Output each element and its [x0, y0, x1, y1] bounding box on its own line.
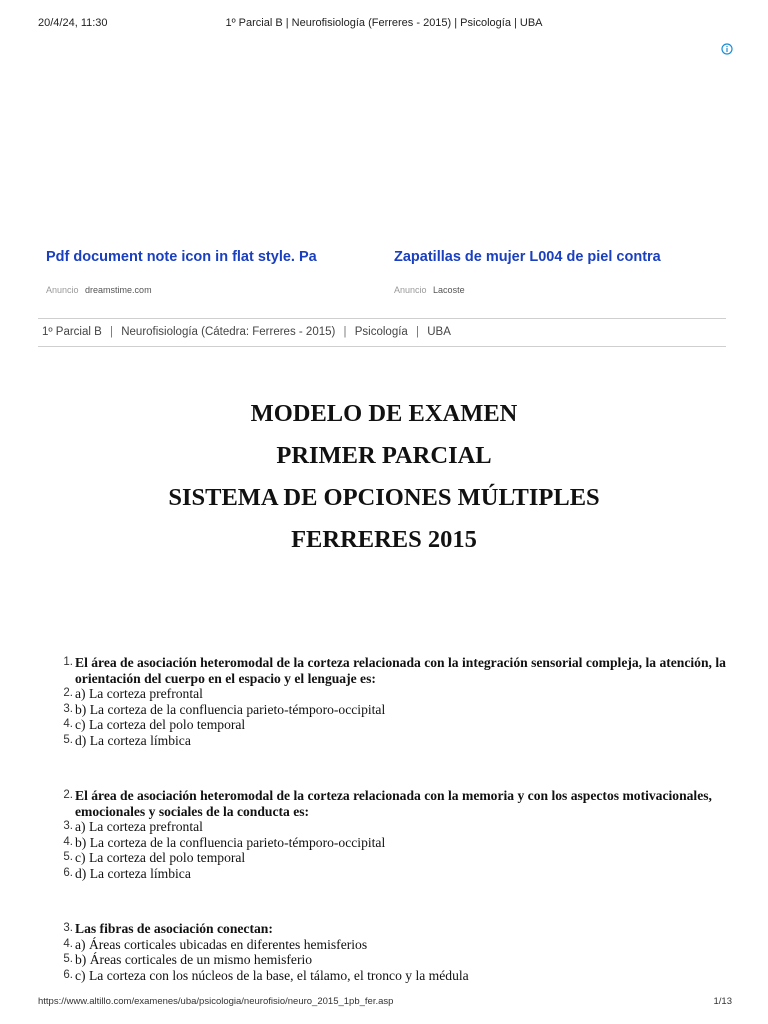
question-stem — [56, 655, 726, 686]
breadcrumb-separator: | — [416, 326, 420, 338]
list-number: 4. — [63, 718, 73, 731]
print-url: https://www.altillo.com/examenes/uba/psicologia/neurofisio/neuro_2015_1pb_fer.asp — [38, 996, 394, 1007]
answer-option — [56, 702, 726, 718]
question-stem-text: El área de asociación heteromodal de la corteza relacionada con la integración sensorial compleja, la atención, la orientación del cuerpo en el espacio y el lenguaje es: — [75, 655, 726, 686]
question-1 — [56, 655, 726, 749]
list-number: 6. — [63, 866, 73, 879]
answer-option-text: c) La corteza del polo temporal — [75, 850, 246, 866]
answer-option — [56, 850, 726, 866]
divider — [38, 346, 726, 347]
list-number: 2. — [63, 789, 73, 801]
list-number: 5. — [63, 733, 73, 746]
answer-option — [56, 952, 726, 968]
answer-option-text: b) Áreas corticales de un mismo hemisferio — [75, 952, 313, 968]
question-stem — [56, 921, 726, 937]
question-stem — [56, 788, 726, 819]
answer-option — [56, 937, 726, 953]
list-number: 5. — [63, 953, 73, 966]
question-stem-text: El área de asociación heteromodal de la corteza relacionada con la memoria y con los aspectos motivacionales, emocionales y sociales de la conducta es: — [75, 788, 712, 819]
answer-option — [56, 733, 726, 749]
question-2 — [56, 788, 726, 882]
ad-block — [394, 248, 664, 296]
list-number: 3. — [63, 820, 73, 833]
breadcrumb-item[interactable]: Psicología — [354, 326, 408, 338]
question-stem-text: Las fibras de asociación conectan: — [75, 921, 273, 936]
ad-headline-link[interactable]: Zapatillas de mujer L004 de piel contra — [394, 249, 661, 265]
list-number: 3. — [63, 922, 73, 934]
answer-option-text: a) La corteza prefrontal — [75, 819, 203, 835]
list-number: 1. — [63, 656, 73, 668]
list-number: 2. — [63, 687, 73, 700]
list-number: 6. — [63, 968, 73, 981]
answer-option-text: b) La corteza de la confluencia parieto-témporo-occipital — [75, 701, 386, 717]
exam-title-line: SISTEMA DE OPCIONES MÚLTIPLES — [168, 484, 600, 511]
answer-option — [56, 835, 726, 851]
ad-headline-link[interactable]: Pdf document note icon in flat style. Pa — [46, 249, 317, 265]
question-3 — [56, 921, 726, 983]
answer-option — [56, 819, 726, 835]
list-number: 4. — [63, 835, 73, 848]
answer-option — [56, 686, 726, 702]
list-number: 3. — [63, 702, 73, 715]
divider — [38, 318, 726, 319]
ad-label: Anuncio — [46, 285, 79, 295]
breadcrumb-item[interactable]: UBA — [427, 326, 451, 338]
print-date: 20/4/24, 11:30 — [38, 17, 108, 29]
answer-option-text: a) La corteza prefrontal — [75, 686, 203, 702]
answer-option-text: c) La corteza con los núcleos de la base, el tálamo, el tronco y la médula — [75, 967, 469, 983]
answer-option-text: d) La corteza límbica — [75, 732, 191, 748]
answer-option — [56, 717, 726, 733]
breadcrumb-separator: | — [343, 326, 347, 338]
answer-option — [56, 968, 726, 984]
exam-title-line: PRIMER PARCIAL — [276, 442, 492, 469]
exam-title-line: MODELO DE EXAMEN — [250, 400, 518, 427]
exam-title-line: FERRERES 2015 — [291, 526, 477, 553]
ad-label: Anuncio — [394, 285, 427, 295]
list-number: 4. — [63, 937, 73, 950]
answer-option — [56, 866, 726, 882]
print-page-title: 1º Parcial B | Neurofisiología (Ferreres - 2015) | Psicología | UBA — [225, 17, 543, 29]
ad-meta — [46, 284, 346, 296]
answer-option-text: b) La corteza de la confluencia parieto-témporo-occipital — [75, 834, 386, 850]
breadcrumb-separator: | — [110, 326, 114, 338]
list-number: 5. — [63, 851, 73, 864]
breadcrumb-item[interactable]: 1º Parcial B — [42, 326, 102, 338]
answer-option-text: a) Áreas corticales ubicadas en diferentes hemisferios — [75, 936, 368, 952]
info-icon[interactable] — [721, 43, 733, 55]
breadcrumb-item[interactable]: Neurofisiología (Cátedra: Ferreres - 2015) — [121, 326, 336, 338]
exam-title — [0, 393, 768, 561]
print-page-number: 1/13 — [713, 996, 732, 1007]
breadcrumb — [42, 326, 451, 338]
ad-source[interactable]: dreamstime.com — [85, 285, 152, 295]
answer-option-text: c) La corteza del polo temporal — [75, 717, 246, 733]
ad-block — [46, 248, 346, 296]
answer-option-text: d) La corteza límbica — [75, 865, 191, 881]
ad-source[interactable]: Lacoste — [433, 285, 465, 295]
ad-meta — [394, 284, 664, 296]
